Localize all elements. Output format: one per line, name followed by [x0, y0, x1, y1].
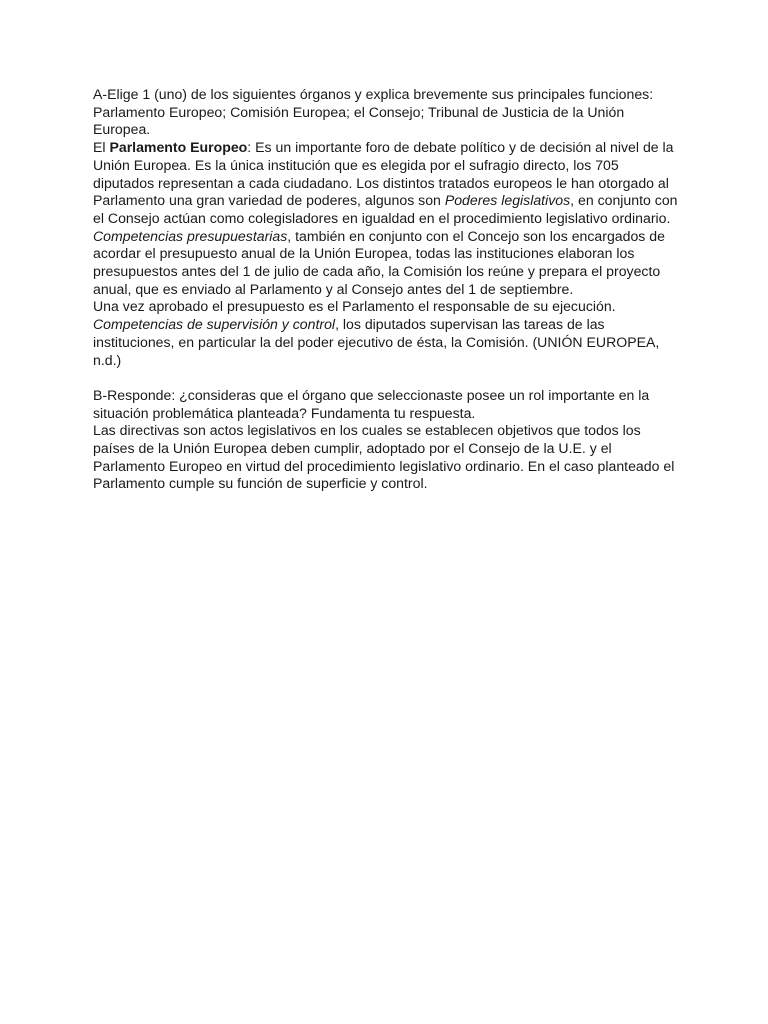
question-b-prompt: B-Responde: ¿consideras que el órgano que seleccionaste posee un rol importante en la situación problemática planteada? Fundamenta tu respuesta.: [93, 386, 650, 421]
question-a-answer: [93, 139, 683, 298]
answer-part-2: , en conjunto con el Consejo actúan como colegisladores en igualdad en el procedimiento legislativo ordinario.: [93, 192, 678, 226]
paragraph-spacer: [93, 369, 683, 387]
term-supervision-powers: Competencias de supervisión y control: [93, 316, 336, 333]
answer-part-5: , los diputados supervisan las tareas de las instituciones, en particular la del poder ejecutivo de ésta, la Comisión. (UNIÓN EUROPEA, n.d.): [93, 316, 660, 368]
question-a-answer-supervision: [93, 316, 683, 369]
answer-subject: Parlamento Europeo: [109, 139, 248, 156]
answer-intro: El: [93, 139, 110, 156]
answer-part-3: , también en conjunto con el Concejo son los encargados de acordar el presupuesto anual de la Unión Europea, todas las instituciones elaboran los presupuestos antes del 1 de julio de cada año, la Comisión los reúne y prepara el proyecto anual, que es enviado al Parlamento y al Consejo antes del 1 de septiembre.: [93, 227, 665, 297]
document-page: [93, 86, 683, 493]
term-budget-powers: Competencias presupuestarias: [93, 227, 288, 244]
term-legislative-powers: Poderes legislativos: [444, 192, 571, 209]
question-a-answer-continued: Una vez aprobado el presupuesto es el Parlamento el responsable de su ejecución.: [93, 298, 616, 315]
question-b-answer: Las directivas son actos legislativos en los cuales se establecen objetivos que todos los países de la Unión Europea deben cumplir, adoptado por el Consejo de la U.E. y el Parlamento Europeo en virtud del procedimiento legislativo ordinario. En el caso planteado el Parlamento cumple su función de superficie y control.: [93, 422, 675, 492]
question-a-prompt: A-Elige 1 (uno) de los siguientes órganos y explica brevemente sus principales funciones: Parlamento Europeo; Comisión Europea; el Consejo; Tribunal de Justicia de la Unión Europea.: [93, 86, 654, 138]
answer-part-1: : Es un importante foro de debate político y de decisión al nivel de la Unión Europea. Es la única institución que es elegida por el sufragio directo, los 705 diputados representan a cada ciudadano. Los distintos tratados europeos le han otorgado al Parlamento una gran variedad de poderes, algunos son: [93, 139, 674, 209]
